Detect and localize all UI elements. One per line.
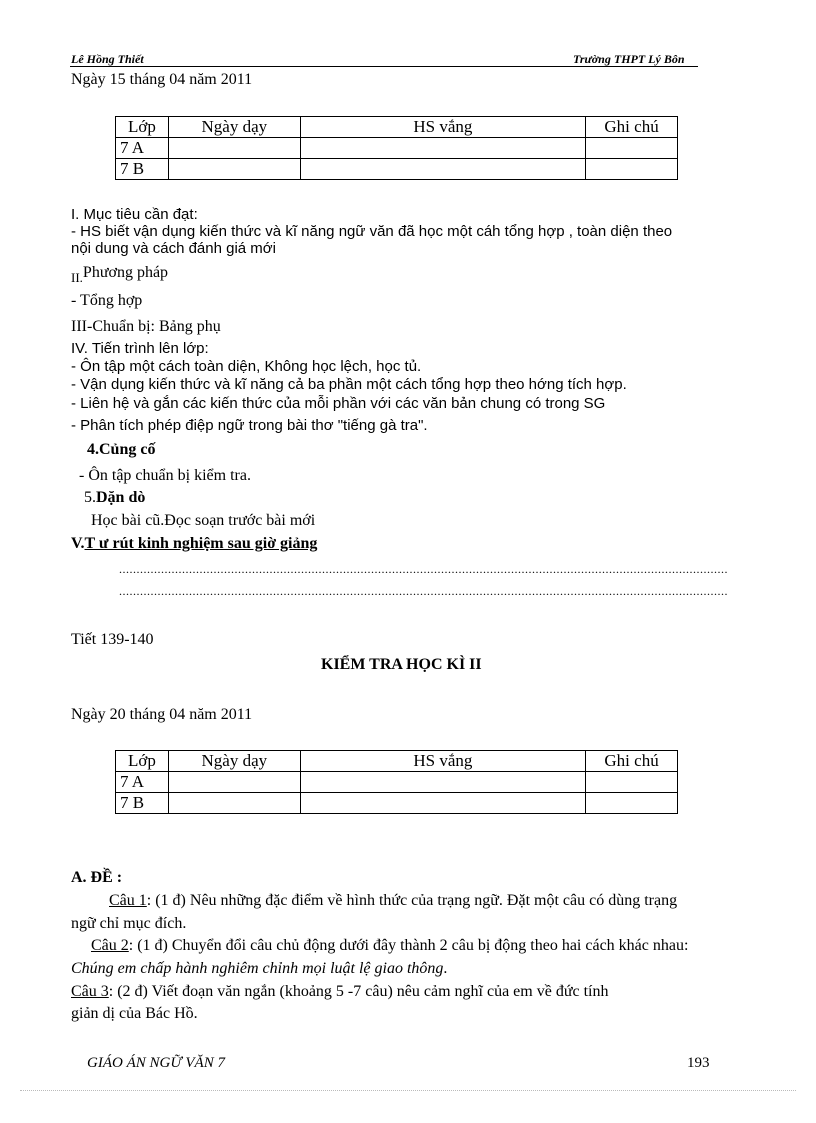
date-line-2: Ngày 20 tháng 04 năm 2011 — [71, 706, 253, 723]
section-1-title: I. Mục tiêu cần đạt: — [71, 206, 198, 223]
col-ngay-day: Ngày dạy — [168, 751, 300, 772]
cell-class: 7 B — [116, 793, 169, 814]
cell — [168, 793, 300, 814]
cau-3-line-1 — [71, 983, 608, 1001]
cell — [586, 793, 678, 814]
section-4-item-4: - Phân tích phép điệp ngữ trong bài thơ "tiếng gà tra". — [71, 417, 428, 434]
cung-co-title: 4.Củng cố — [87, 441, 156, 458]
cell — [586, 772, 678, 793]
section-1-line-1: - HS biết vận dụng kiến thức và kĩ năng ngữ văn đã học một cáh tổng hợp , toàn diện theo — [71, 223, 673, 240]
cell — [168, 772, 300, 793]
cung-co-item: - Ôn tập chuẩn bị kiểm tra. — [79, 467, 251, 484]
section-5-title: T ư rút kinh nghiệm sau giờ giảng — [84, 535, 318, 552]
table-row — [116, 159, 678, 180]
section-2-heading — [71, 264, 169, 285]
section-4-title: IV. Tiến trình lên lớp: — [71, 340, 209, 357]
col-ghi-chu: Ghi chú — [586, 117, 678, 138]
header-rule — [70, 66, 698, 67]
attendance-table-2 — [115, 750, 678, 814]
date-line-1: Ngày 15 tháng 04 năm 2011 — [71, 71, 253, 88]
col-hs-vang: HS vắng — [300, 751, 585, 772]
cell — [586, 138, 678, 159]
section-4-item-1: - Ôn tập một cách toàn diện, Không học lệch, học tủ. — [71, 358, 422, 375]
cell-class: 7 B — [116, 159, 169, 180]
section-4-item-2: - Vận dụng kiến thức và kĩ năng cả ba phần một cách tổng hợp theo hớng tích hợp. — [71, 376, 627, 393]
cell-class: 7 A — [116, 138, 169, 159]
cell — [300, 793, 585, 814]
table-row — [116, 138, 678, 159]
dan-do-label: Dặn dò — [96, 489, 146, 506]
section-1-line-2: nội dung và cách đánh giá mới — [71, 240, 276, 257]
dan-do-item: Học bài cũ.Đọc soạn trước bài mới — [91, 512, 316, 529]
de-title: A. ĐỀ : — [71, 869, 123, 886]
table-row — [116, 793, 678, 814]
cau-1-label: Câu 1 — [109, 892, 147, 909]
table-header-row — [116, 117, 678, 138]
cau-1-text: : (1 đ) Nêu những đặc điểm về hình thức của trạng ngữ. Đặt một câu có dùng trạng — [146, 892, 678, 909]
dotted-line-2: .............................................................................................................................................................................. — [119, 584, 728, 598]
cau-2-end: . — [443, 960, 448, 977]
cau-2-label: Câu 2 — [91, 937, 129, 954]
header-school: Trường THPT Lý Bôn — [573, 52, 685, 66]
cell — [300, 159, 585, 180]
dotted-line-1: .............................................................................................................................................................................. — [119, 562, 728, 576]
header-author: Lê Hồng Thiết — [71, 52, 144, 66]
cau-2-line-2 — [71, 960, 447, 978]
cell — [586, 159, 678, 180]
col-hs-vang: HS vắng — [300, 117, 585, 138]
page-number: 193 — [687, 1055, 710, 1071]
col-ngay-day: Ngày dạy — [168, 117, 300, 138]
exam-title: KIỂM TRA HỌC KÌ II — [321, 656, 482, 673]
col-lop: Lớp — [116, 117, 169, 138]
lesson-number: Tiết 139-140 — [71, 631, 154, 648]
cau-2-text: : (1 đ) Chuyển đổi câu chủ động dưới đây thành 2 câu bị động theo hai cách khác nhau: — [128, 937, 689, 954]
cell — [168, 159, 300, 180]
dan-do-num: 5. — [84, 489, 96, 506]
section-5-heading — [71, 535, 317, 553]
cell — [300, 138, 585, 159]
cau-2-line-1 — [91, 937, 688, 955]
page-bottom-border — [20, 1090, 796, 1091]
col-ghi-chu: Ghi chú — [586, 751, 678, 772]
cau-3-line-2: giản dị của Bác Hồ. — [71, 1005, 198, 1022]
table-row — [116, 772, 678, 793]
section-2-prefix: II. — [71, 270, 83, 285]
cau-1-line-2: ngữ chỉ mục đích. — [71, 915, 187, 932]
cau-1-line-1 — [109, 892, 677, 910]
col-lop: Lớp — [116, 751, 169, 772]
cell — [168, 138, 300, 159]
dan-do-title — [84, 489, 145, 507]
cell-class: 7 A — [116, 772, 169, 793]
cau-3-label: Câu 3 — [71, 983, 109, 1000]
section-3: III-Chuẩn bị: Bảng phụ — [71, 318, 221, 335]
section-2-title: Phương pháp — [82, 264, 169, 281]
cau-3-text: : (2 đ) Viết đoạn văn ngắn (khoảng 5 -7 câu) nêu cảm nghĩ của em về đức tính — [108, 983, 609, 1000]
section-2-item: - Tổng hợp — [71, 292, 143, 309]
cell — [300, 772, 585, 793]
section-5-num: V. — [71, 535, 85, 552]
table-header-row — [116, 751, 678, 772]
footer-book-title: GIÁO ÁN NGỮ VĂN 7 — [87, 1055, 225, 1071]
section-4-item-3: - Liên hệ và gắn các kiến thức của mỗi phần với các văn bản chung có trong SG — [71, 395, 606, 412]
attendance-table-1 — [115, 116, 678, 180]
cau-2-example: Chúng em chấp hành nghiêm chỉnh mọi luật lệ giao thông — [71, 960, 444, 977]
